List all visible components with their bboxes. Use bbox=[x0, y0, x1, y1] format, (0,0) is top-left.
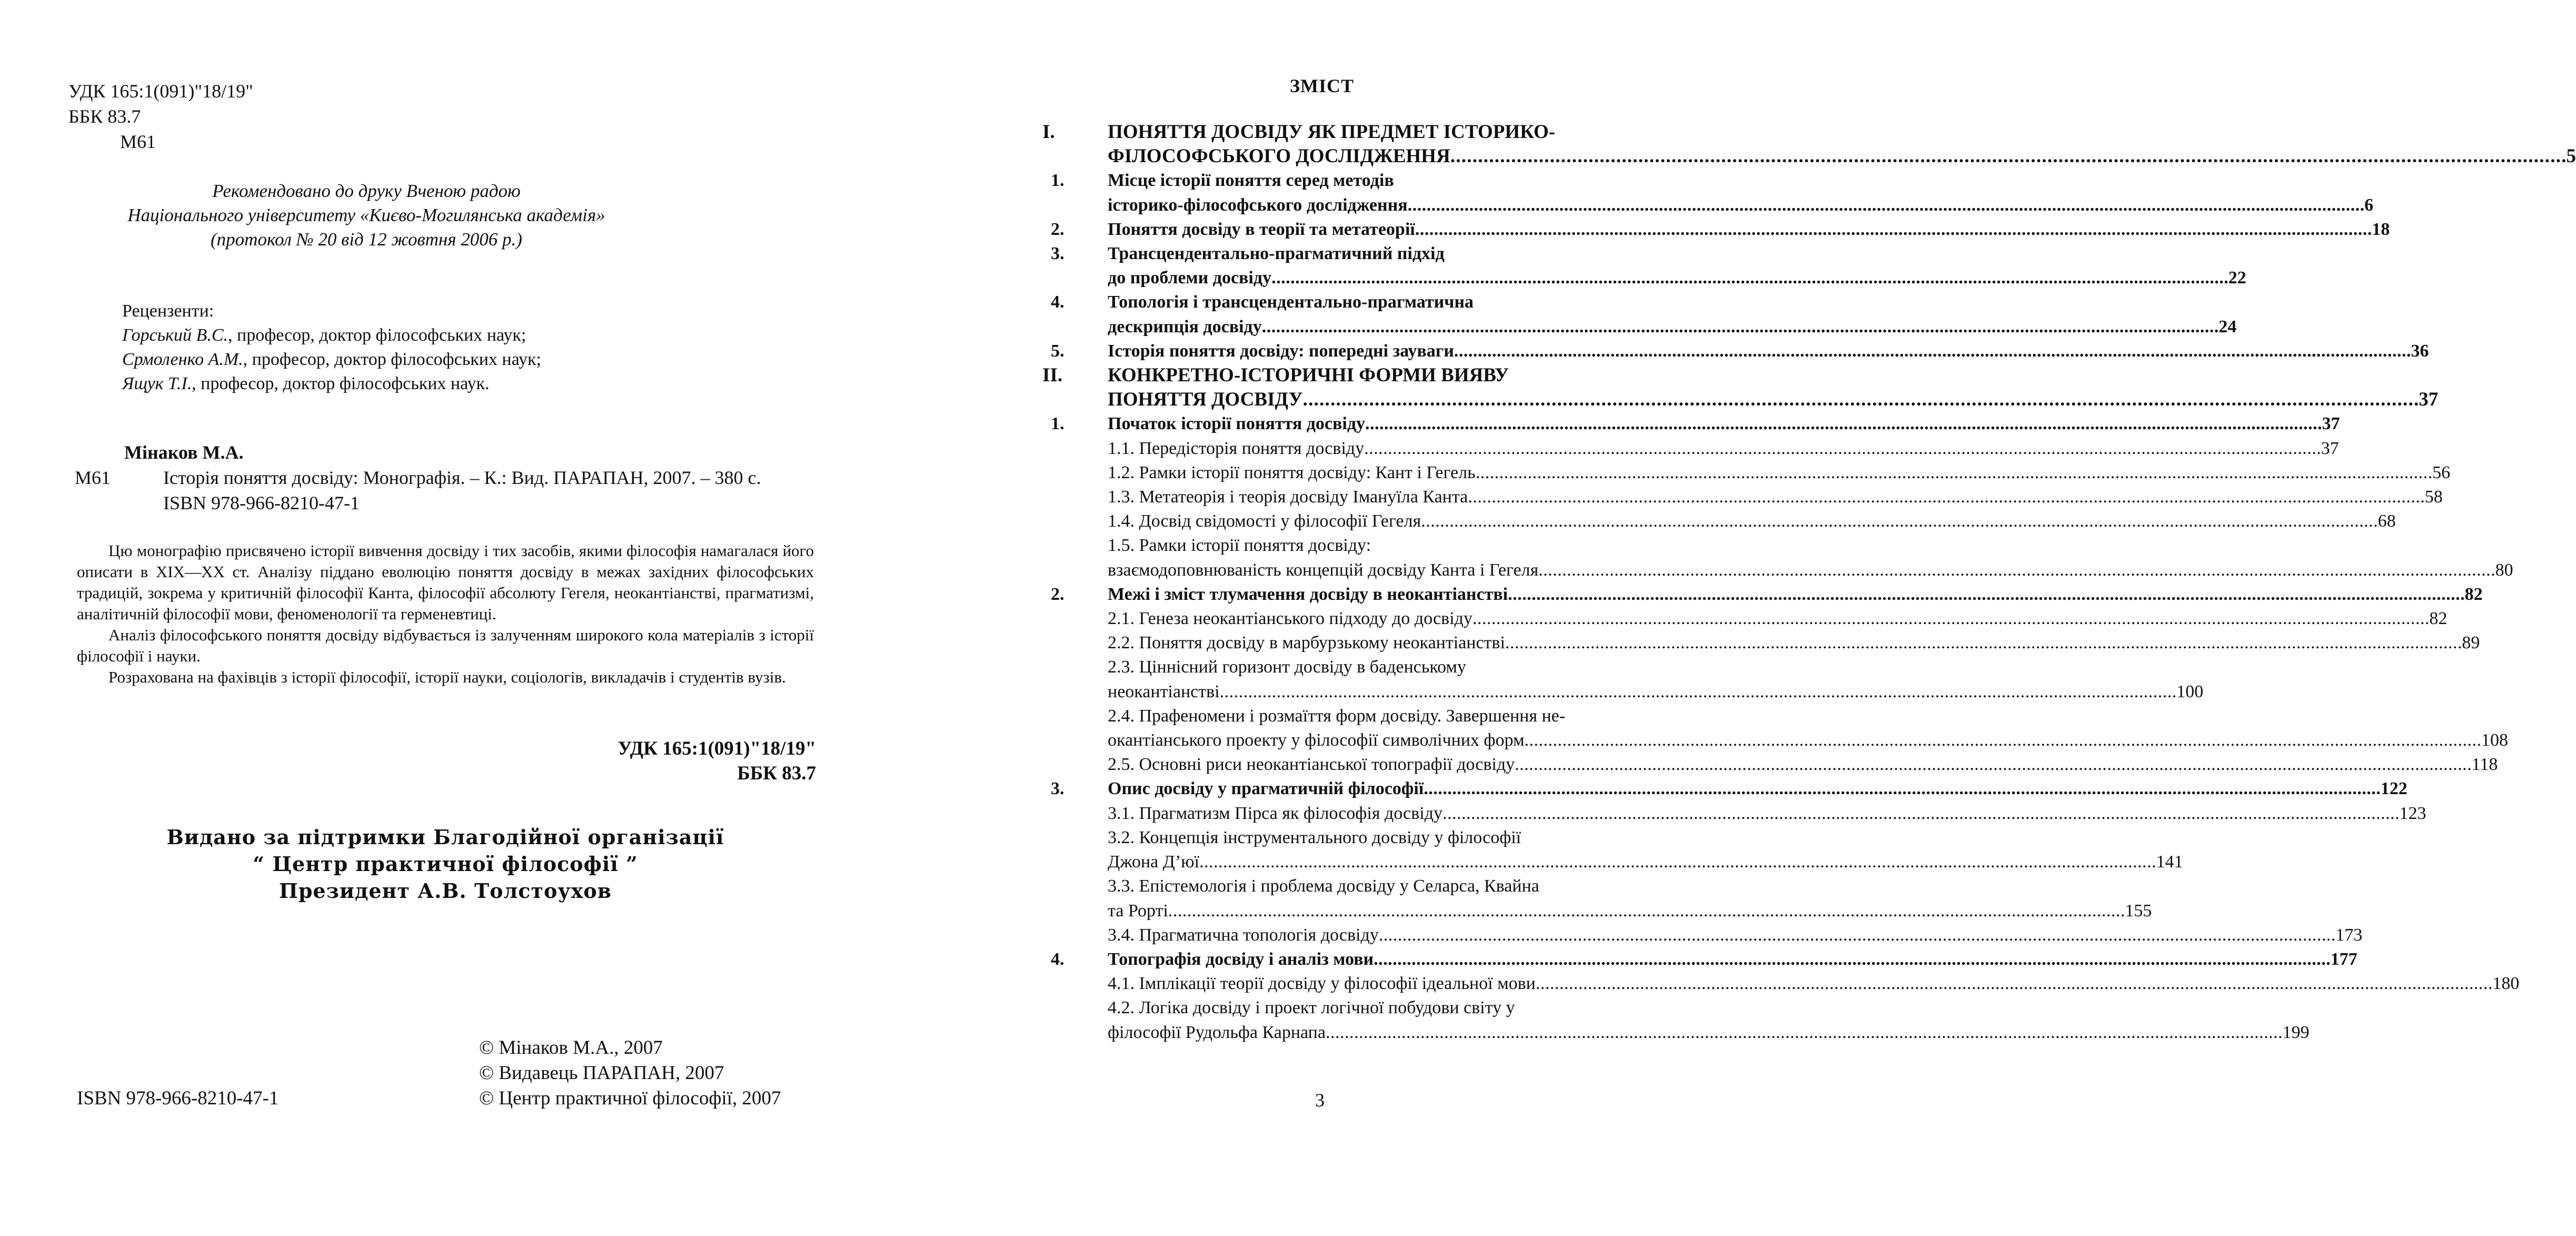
toc-number: II. bbox=[1042, 364, 1063, 387]
toc-leader-dots bbox=[1421, 509, 2376, 533]
toc-chapter bbox=[1042, 412, 2340, 436]
toc-entry-line: Джона Д’юї bbox=[1108, 852, 1199, 872]
toc-leader-dots bbox=[1454, 339, 2409, 363]
page-number: 3 bbox=[1315, 1090, 1325, 1111]
toc-entry-line: 4.1. Імплікації теорії досвіду у філософії ідеальної мови bbox=[1108, 974, 1536, 994]
toc-entry-text bbox=[1108, 437, 2339, 461]
right-page bbox=[881, 0, 2576, 1236]
toc-section bbox=[1042, 533, 2513, 582]
toc-entry-text bbox=[1108, 217, 2390, 242]
toc-leader-dots bbox=[1220, 680, 2175, 704]
toc-entry-text bbox=[1108, 509, 2396, 533]
toc-leader-dots bbox=[1538, 558, 2493, 582]
toc-entry-text bbox=[1108, 363, 2438, 412]
toc-leader-dots bbox=[1415, 217, 2370, 242]
toc-leader-dots bbox=[1408, 193, 2363, 217]
toc-entry-text bbox=[1108, 533, 2513, 582]
toc-leader-dots bbox=[1374, 947, 2329, 972]
toc-chapter bbox=[1042, 242, 2246, 290]
table-of-contents bbox=[1042, 120, 2576, 1045]
reviewer-title: , професор, доктор філософських наук; bbox=[228, 325, 526, 345]
reviewer-title: , професор, доктор філософських наук. bbox=[192, 374, 490, 393]
toc-number: 4. bbox=[1051, 292, 1065, 312]
toc-entry-text bbox=[1108, 169, 2373, 217]
toc-section bbox=[1042, 485, 2443, 509]
toc-page-number: 89 bbox=[2462, 633, 2480, 653]
support-line: “ Центр практичної філософії ” bbox=[253, 852, 638, 876]
toc-entry-line: 4.2. Логіка досвіду і проект логічної побудови світу у bbox=[1108, 998, 1515, 1018]
toc-entry-text bbox=[1108, 582, 2483, 607]
toc-section bbox=[1042, 802, 2426, 826]
toc-page-number: 123 bbox=[2399, 803, 2426, 823]
recommendation-line: Рекомендовано до друку Вченою радою bbox=[212, 181, 521, 201]
toc-entry-line: Трансцендентально-прагматичний підхід bbox=[1108, 244, 1445, 264]
toc-entry-text bbox=[1108, 655, 2203, 704]
toc-page-number: 68 bbox=[2378, 511, 2396, 531]
toc-entry-text bbox=[1108, 607, 2447, 631]
annotation-paragraph: Розрахована на фахівців з історії філософії, історії науки, соціологів, викладачів і студентів вузів. bbox=[108, 668, 786, 686]
toc-section bbox=[1042, 655, 2204, 704]
toc-entry-line: 2.4. Прафеномени і розмаїття форм досвіду. Завершення не- bbox=[1108, 706, 1566, 726]
toc-page-number: 82 bbox=[2464, 584, 2483, 604]
toc-number: 3. bbox=[1051, 779, 1065, 799]
biblio-code: М61 bbox=[75, 467, 111, 488]
toc-page-number: 24 bbox=[2219, 317, 2237, 337]
toc-section bbox=[1042, 631, 2480, 655]
toc-page-number: 36 bbox=[2411, 341, 2429, 361]
toc-page-number: 37 bbox=[2321, 438, 2339, 458]
toc-section bbox=[1042, 826, 2183, 874]
toc-entry-text bbox=[1108, 485, 2443, 509]
toc-page-number: 82 bbox=[2429, 609, 2448, 629]
toc-entry-line: 2.5. Основні риси неокантіанської топографії досвіду bbox=[1108, 755, 1515, 775]
toc-number: 1. bbox=[1051, 414, 1065, 434]
toc-entry-line: ПОНЯТТЯ ДОСВІДУ bbox=[1108, 389, 1303, 411]
bbk-code-bold: ББК 83.7 bbox=[737, 763, 816, 784]
toc-section bbox=[1042, 753, 2498, 777]
toc-section bbox=[1042, 704, 2508, 753]
toc-leader-dots bbox=[1508, 582, 2463, 607]
annotation-paragraph: Аналіз філософського поняття досвіду відбувається із залученням широкого кола матеріалів з історії філософії і науки. bbox=[77, 626, 814, 665]
toc-leader-dots bbox=[1524, 728, 2479, 753]
toc-entry-line: Місце історії поняття серед методів bbox=[1108, 171, 1394, 191]
toc-entry-line: ФІЛОСОФСЬКОГО ДОСЛІДЖЕННЯ bbox=[1108, 145, 1450, 167]
toc-entry-line: 1.2. Рамки історії поняття досвіду: Кант і Гегель bbox=[1108, 462, 1476, 482]
copyright-line: © Мінаков М.А., 2007 bbox=[479, 1037, 663, 1059]
toc-page-number: 118 bbox=[2471, 755, 2498, 775]
toc-entry-line: Топологія і трансцендентально-прагматична bbox=[1108, 292, 1474, 312]
toc-entry-text bbox=[1108, 461, 2450, 485]
toc-chapter bbox=[1042, 947, 2358, 972]
toc-entry-text bbox=[1108, 802, 2426, 826]
toc-leader-dots bbox=[1303, 388, 2417, 412]
toc-section bbox=[1042, 874, 2152, 923]
toc-page-number: 5 bbox=[2566, 145, 2576, 167]
toc-leader-dots bbox=[1262, 315, 2217, 339]
toc-entry-line: 1.4. Досвід свідомості у філософії Гегеля bbox=[1108, 511, 1421, 531]
toc-number: 3. bbox=[1051, 244, 1065, 264]
toc-leader-dots bbox=[1379, 923, 2334, 947]
toc-entry-line: 3.2. Концепція інструментального досвіду у філософії bbox=[1108, 827, 1521, 847]
toc-chapter bbox=[1042, 339, 2429, 363]
toc-leader-dots bbox=[1271, 266, 2226, 290]
toc-entry-text bbox=[1108, 753, 2498, 777]
toc-entry-line: 1.5. Рамки історії поняття досвіду: bbox=[1108, 536, 1371, 556]
toc-leader-dots bbox=[1199, 850, 2154, 874]
toc-entry-text bbox=[1108, 996, 2309, 1044]
toc-leader-dots bbox=[1364, 437, 2319, 461]
toc-section bbox=[1042, 437, 2339, 461]
toc-title: ЗМІСТ bbox=[1290, 75, 1354, 96]
isbn-bottom: ISBN 978-966-8210-47-1 bbox=[77, 1087, 279, 1109]
toc-entry-line: неокантіанстві bbox=[1108, 681, 1220, 701]
toc-page-number: 155 bbox=[2125, 901, 2152, 921]
support-line: Видано за підтримки Благодійної організації bbox=[166, 825, 724, 849]
toc-leader-dots bbox=[1326, 1021, 2281, 1045]
recommendation-block bbox=[24, 179, 709, 252]
reviewer bbox=[122, 323, 541, 348]
toc-number: 1. bbox=[1051, 171, 1065, 191]
toc-page-number: 37 bbox=[2419, 389, 2439, 411]
toc-entry-text bbox=[1108, 972, 2519, 996]
toc-page-number: 177 bbox=[2330, 949, 2358, 969]
toc-page-number: 22 bbox=[2228, 268, 2246, 288]
toc-entry-text bbox=[1108, 947, 2358, 972]
toc-number: 5. bbox=[1051, 341, 1065, 361]
toc-entry-text bbox=[1108, 412, 2340, 436]
toc-section bbox=[1042, 923, 2363, 947]
toc-entry-line: Початок історії поняття досвіду bbox=[1108, 414, 1366, 434]
toc-chapter bbox=[1042, 217, 2390, 242]
toc-entry-line: 3.4. Прагматична топологія досвіду bbox=[1108, 925, 1379, 945]
copyright-block bbox=[479, 1035, 781, 1111]
toc-entry-line: 1.3. Метатеорія і теорія досвіду Імануїла Канта bbox=[1108, 487, 1468, 507]
toc-entry-line: Опис досвіду у прагматичній філософії bbox=[1108, 779, 1424, 799]
toc-entry-line: дескрипція досвіду bbox=[1108, 317, 1262, 337]
toc-entry-line: 3.1. Прагматизм Пірса як філософія досвіду bbox=[1108, 803, 1443, 823]
toc-page-number: 80 bbox=[2495, 560, 2513, 580]
toc-section bbox=[1042, 461, 2451, 485]
toc-chapter bbox=[1042, 169, 2374, 217]
toc-entry-line: 1.1. Передісторія поняття досвіду bbox=[1108, 438, 1365, 458]
toc-page-number: 18 bbox=[2372, 219, 2390, 239]
toc-number: 2. bbox=[1051, 219, 1065, 239]
annotation-paragraph: Цю монографію присвячено історії вивчення досвіду і тих засобів, якими філософія намагалася його описати в XIX—XX ст. Аналізу піддано еволюцію поняття досвіду в межах західних філософських традицій, зокрема у критичній філософії Канта, філософії абсолюту Гегеля, неокантіанстві, прагматизмі, аналітичній філософії мови, феноменології та герменевтиці. bbox=[77, 541, 814, 623]
toc-leader-dots bbox=[1468, 485, 2423, 509]
toc-page-number: 141 bbox=[2156, 852, 2183, 872]
author-mark: М61 bbox=[120, 131, 156, 152]
support-line: Президент А.В. Толстоухов bbox=[279, 879, 612, 903]
toc-section bbox=[1042, 509, 2396, 533]
toc-page-number: 199 bbox=[2282, 1022, 2310, 1042]
reviewer bbox=[122, 372, 541, 396]
toc-page-number: 56 bbox=[2432, 462, 2451, 482]
toc-leader-dots bbox=[1536, 972, 2491, 996]
udc-code-bold: УДК 165:1(091)"18/19" bbox=[618, 738, 816, 759]
toc-entry-text bbox=[1108, 874, 2152, 923]
toc-page-number: 180 bbox=[2492, 974, 2520, 994]
support-block bbox=[156, 824, 735, 904]
copyright-line: © Центр практичної філософії, 2007 bbox=[479, 1087, 781, 1109]
toc-part bbox=[1042, 120, 2576, 169]
bbk-code: ББК 83.7 bbox=[68, 106, 141, 127]
toc-entry-text bbox=[1108, 290, 2236, 339]
toc-leader-dots bbox=[1515, 753, 2470, 777]
biblio-description: Історія поняття досвіду: Монографія. – К.: Вид. ПАРАПАН, 2007. – 380 с. bbox=[163, 467, 761, 488]
toc-page-number: 37 bbox=[2322, 414, 2340, 434]
toc-leader-dots bbox=[1505, 631, 2460, 655]
recommendation-line: (протокол № 20 від 12 жовтня 2006 р.) bbox=[211, 229, 522, 250]
toc-page-number: 122 bbox=[2380, 779, 2408, 799]
biblio-isbn: ISBN 978-966-8210-47-1 bbox=[163, 492, 360, 513]
annotation bbox=[77, 540, 814, 688]
toc-entry-line: КОНКРЕТНО-ІСТОРИЧНІ ФОРМИ ВИЯВУ bbox=[1108, 364, 1509, 387]
reviewer-name: Срмоленко А.М. bbox=[122, 350, 243, 369]
toc-entry-text bbox=[1108, 242, 2246, 290]
toc-leader-dots bbox=[1473, 607, 2428, 631]
toc-page-number: 100 bbox=[2176, 681, 2204, 701]
toc-entry-text bbox=[1108, 826, 2183, 874]
toc-leader-dots bbox=[1168, 899, 2123, 923]
toc-entry-line: 2.3. Ціннісний горизонт досвіду в баденському bbox=[1108, 657, 1466, 677]
reviewer-title: , професор, доктор філософських наук; bbox=[243, 350, 541, 369]
toc-section bbox=[1042, 972, 2520, 996]
toc-entry-line: історико-філософського дослідження bbox=[1108, 195, 1408, 215]
toc-entry-text bbox=[1108, 777, 2408, 801]
toc-leader-dots bbox=[1443, 802, 2398, 826]
toc-entry-text bbox=[1108, 339, 2429, 363]
toc-entry-line: 2.2. Поняття досвіду в марбурзькому неокантіанстві bbox=[1108, 633, 1505, 653]
toc-page-number: 6 bbox=[2364, 195, 2374, 215]
toc-leader-dots bbox=[1476, 461, 2431, 485]
classification-codes bbox=[618, 736, 816, 786]
toc-chapter bbox=[1042, 777, 2408, 801]
toc-entry-text bbox=[1108, 923, 2362, 947]
toc-entry-text bbox=[1108, 120, 2576, 169]
toc-leader-dots bbox=[1450, 144, 2564, 169]
toc-page-number: 58 bbox=[2424, 487, 2443, 507]
toc-entry-line: ПОНЯТТЯ ДОСВІДУ ЯК ПРЕДМЕТ ІСТОРИКО- bbox=[1108, 121, 1556, 143]
toc-number: 2. bbox=[1051, 584, 1065, 604]
toc-number: 4. bbox=[1051, 949, 1065, 969]
udc-code: УДК 165:1(091)"18/19" bbox=[68, 81, 253, 102]
toc-entry-line: та Рорті bbox=[1108, 901, 1168, 921]
toc-chapter bbox=[1042, 290, 2237, 339]
toc-entry-line: до проблеми досвіду bbox=[1108, 268, 1272, 288]
toc-entry-line: філософії Рудольфа Карнапа bbox=[1108, 1022, 1326, 1042]
toc-entry-line: 2.1. Генеза неокантіанського підходу до досвіду bbox=[1108, 609, 1473, 629]
author-name: Мінаков М.А. bbox=[124, 442, 244, 463]
toc-number: I. bbox=[1042, 121, 1055, 143]
toc-entry-text bbox=[1108, 704, 2508, 753]
reviewer-name: Горський В.С. bbox=[122, 325, 228, 345]
toc-section bbox=[1042, 607, 2448, 631]
toc-entry-line: Історія поняття досвіду: попередні зауваги bbox=[1108, 341, 1454, 361]
recommendation-line: Національного університету «Києво-Могилянська академія» bbox=[127, 205, 605, 225]
left-page bbox=[0, 0, 881, 1236]
toc-entry-line: окантіанського проекту у філософії символічних форм bbox=[1108, 730, 1525, 750]
reviewers-block bbox=[122, 299, 541, 396]
toc-entry-line: 3.3. Епістемологія і проблема досвіду у Селарса, Квайна bbox=[1108, 876, 1539, 896]
toc-entry-line: взаємодоповнюваність концепцій досвіду Канта і Гегеля bbox=[1108, 560, 1539, 580]
reviewers-label: Рецензенти: bbox=[122, 301, 214, 321]
toc-leader-dots bbox=[1424, 777, 2379, 801]
toc-entry-line: Межі і зміст тлумачення досвіду в неокантіанстві bbox=[1108, 584, 1508, 604]
reviewer bbox=[122, 348, 541, 372]
reviewer-name: Ящук Т.І. bbox=[122, 374, 192, 393]
toc-page-number: 108 bbox=[2481, 730, 2508, 750]
copyright-line: © Видавець ПАРАПАН, 2007 bbox=[479, 1062, 724, 1084]
toc-chapter bbox=[1042, 582, 2483, 607]
toc-entry-line: Поняття досвіду в теорії та метатеорії bbox=[1108, 219, 1415, 239]
toc-part bbox=[1042, 363, 2439, 412]
toc-entry-line: Топографія досвіду і аналіз мови bbox=[1108, 949, 1374, 969]
toc-section bbox=[1042, 996, 2310, 1044]
toc-page-number: 173 bbox=[2335, 925, 2363, 945]
toc-leader-dots bbox=[1365, 412, 2320, 436]
toc-entry-text bbox=[1108, 631, 2480, 655]
